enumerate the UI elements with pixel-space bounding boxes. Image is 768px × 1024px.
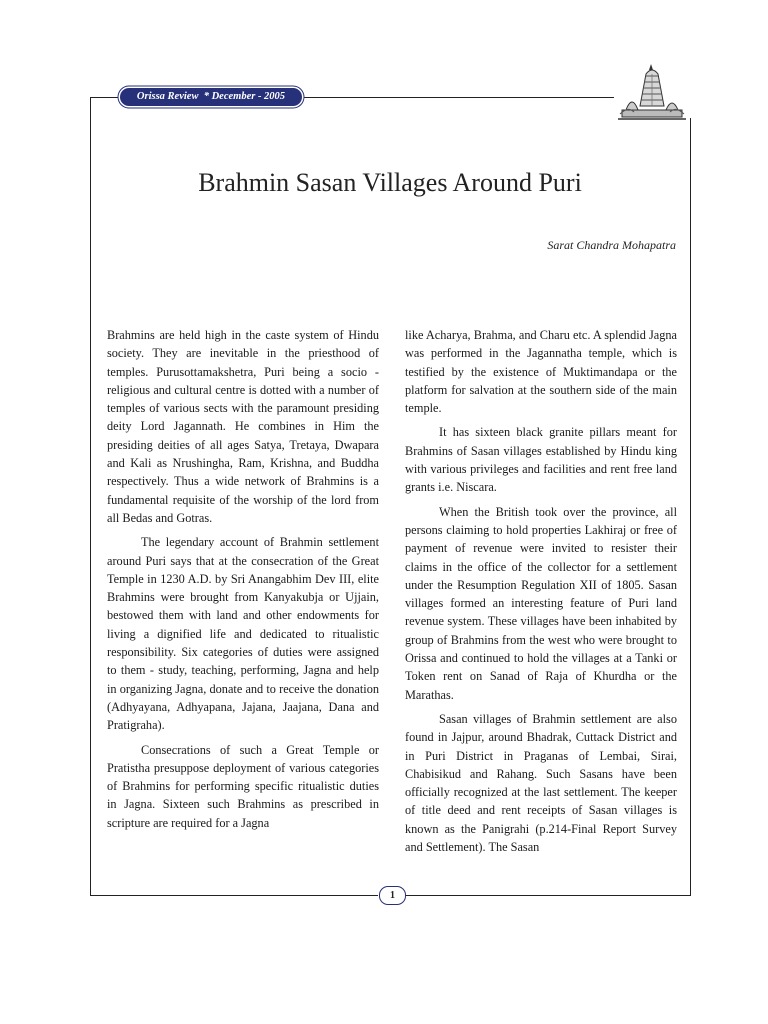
paragraph: like Acharya, Brahma, and Charu etc. A splendid Jagna was performed in the Jagannatha temple, which is testified by the existence of Muktimandapa or the platform for salvation at the southern side of the main temple.	[405, 328, 677, 416]
frame-line-top-right	[302, 97, 614, 98]
paragraph: Brahmins are held high in the caste system of Hindu society. They are inevitable in the priesthood of temples. Purusottamakshetra, Puri being a socio - religious and cultural centre is dotted with a number of temples of various sects with the paramount presiding deity Lord Jagannath. He combines in Him the presiding deities of all ages Satya, Tretaya, Dwapara and Kali as Nrushingha, Ram, Krishna, and Buddha respectively. Thus a wide network of Brahmins is a fundamental requisite of the worship of the lord from all Bedas and Gotras.	[107, 328, 379, 525]
paragraph: Consecrations of such a Great Temple or Pratistha presuppose deployment of various categories of Brahmins for performing specific ritualistic duties in Jagna. Sixteen such Brahmins as prescribed in scripture are required for a Jagna	[107, 742, 379, 830]
right-column	[405, 326, 677, 856]
frame-line-left	[90, 97, 91, 895]
page-number: 1	[379, 886, 406, 905]
frame-line-right	[690, 118, 691, 895]
left-column	[107, 326, 379, 832]
article-title: Brahmin Sasan Villages Around Puri	[198, 168, 582, 197]
paragraph: The legendary account of Brahmin settlement around Puri says that at the consecration of the Great Temple in 1230 A.D. by Sri Anangabhim Dev III, elite Brahmins were brought from Kanyakubja or Ujjain, bestowed them with land and other endowments for living a dignified life and dedicated to ritualistic responsibility. Six categories of duties were assigned to them - study, teaching, performing, Jagna and help in organizing Jagna, donate and to receive the donation (Adhyayana, Adhyapana, Jajana, Jaajana, Dana and Pratigraha).	[107, 535, 379, 733]
paragraph: Sasan villages of Brahmin settlement are also found in Jajpur, around Bhadrak, Cuttack District and in Puri District in Praganas of Lembai, Sirai, Chabisikud and Rahang. Such Sasans have been officially recognized at the last settlement. The keeper of title deed and rent receipts of Sasan villages is known as the Panigrahi (p.214-Final Report Survey and Settlement). The Sasan	[405, 711, 677, 855]
paragraph: It has sixteen black granite pillars meant for Brahmins of Sasan villages established by Hindu king with various privileges and facilities and rent free land grants i.e. Niscara.	[405, 425, 677, 495]
paragraph: When the British took over the province, all persons claiming to hold properties Lakhiraj or free of payment of revenue were invited to resister their claims in the office of the collector for a settlement under the Resumption Regulation XII of 1805. Sasan villages formed an interesting feature of Puri land revenue system. These villages have been inhabited by group of Brahmins from the west who were brought to Orissa and continued to hold the villages at a Tanki or Token rent on Sanad of Raja of Khurdha or the Marathas.	[405, 504, 677, 702]
frame-line-bottom-right	[404, 895, 691, 896]
temple-icon	[616, 62, 688, 122]
article-author: Sarat Chandra Mohapatra	[547, 238, 676, 252]
issue-badge: Orissa Review * December - 2005	[120, 88, 302, 106]
frame-line-top-left	[90, 97, 120, 98]
frame-line-bottom-left	[90, 895, 378, 896]
